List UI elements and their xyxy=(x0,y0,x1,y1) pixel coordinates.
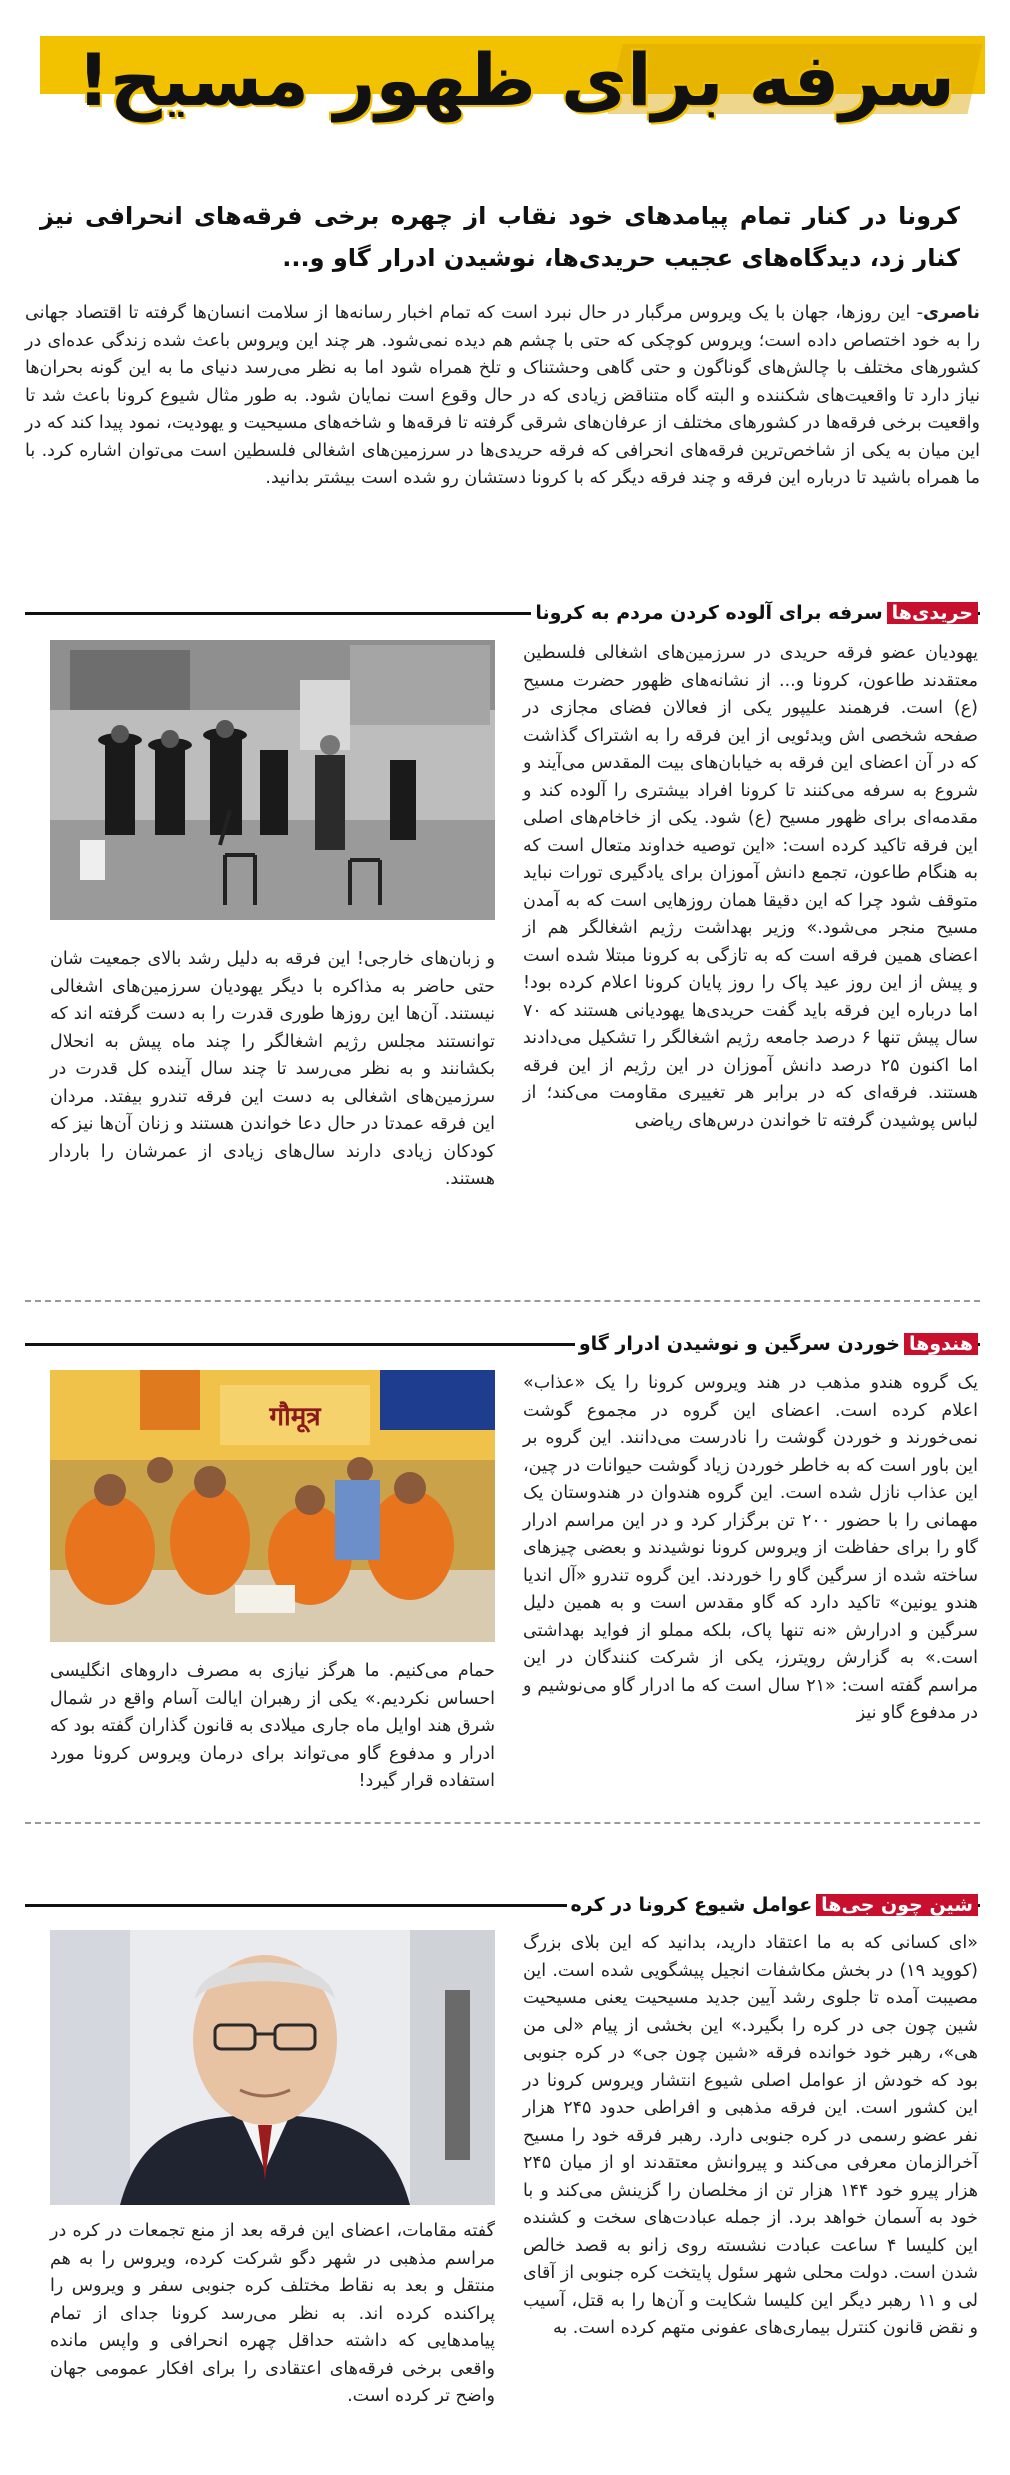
banner-sign: गौमूत्र xyxy=(269,1402,321,1432)
section-1-left-column: و زبان‌های خارجی! این فرقه به دلیل رشد بالای جمعیت شان حتی حاضر به مذاکره با دیگر یهودیان سرزمین‌های اشغالی نیستند. آن‌ها این روزها طوری قدرت را به دست گرفته اند که توانستند مجلس رژیم اشغالگر را چند ماه پیش به انحلال بکشانند و به نظر می‌رسد تا چند سال آینده کل قدرت در سرزمین‌های اشغالی به دست این فرقه تندرو بیفتد. مردان این فرقه عمدتا در حال دعا خواندن هستند و زنان آن‌ها نیز که کودکان زیادی دارند سال‌های زیادی از عمرشان را باردار هستند. xyxy=(50,949,495,1189)
section-divider-2 xyxy=(25,1822,980,1824)
intro-paragraph xyxy=(25,300,980,493)
section-2-heading xyxy=(575,1329,978,1359)
section-3-title: عوامل شیوع کرونا در کره xyxy=(567,1894,817,1916)
photo-hindu-ceremony xyxy=(50,1370,495,1642)
section-1-title: سرفه برای آلوده کردن مردم به کرونا xyxy=(531,602,886,624)
lead-paragraph: کرونا در کنار تمام پیامدهای خود نقاب از چهره برخی فرقه‌های انحرافی نیز کنار زد، دیدگاه‌های عجیب حریدی‌ها، نوشیدن ادرار گاو و... xyxy=(40,202,960,272)
section-3-left-column: گفته مقامات، اعضای این فرقه بعد از منع تجمعات در کره در مراسم مذهبی در شهر دگو شرکت کرده، ویروس را به هم منتقل و بعد به نقاط مختلف کره جنوبی سفر و ویروس را پراکنده کرده اند. به نظر می‌رسد کرونا جدای از تمام پیامدهایی که داشته حداقل چهره انحرافی و واپس مانده واقعی برخی فرقه‌های اعتقادی را برای افکار عمومی جهان واضح تر کرده است. xyxy=(50,2221,495,2406)
section-1-tag: حریدی‌ها xyxy=(887,602,978,624)
section-2-title: خوردن سرگین و نوشیدن ادرار گاو xyxy=(575,1333,904,1355)
section-2-left-column: حمام می‌کنیم. ما هرگز نیازی به مصرف داروهای انگلیسی احساس نکردیم.» یکی از رهبران ایالت آسام واقع در شمال شرق هند اوایل ماه جاری میلادی به قانون گذاران گفته بود که ادرار و مدفوع گاو می‌تواند برای درمان ویروس کرونا مورد استفاده قرار گیرد! xyxy=(50,1661,495,1791)
section-2-right-column: یک گروه هندو مذهب در هند ویروس کرونا را یک «عذاب» اعلام کرده است. اعضای این گروه در مجموع گوشت نمی‌خورند و خوردن گوشت را نادرست می‌دانند. این گروه بر این باور است که به خاطر خوردن زیاد گوشت حیوانات در چین، این عذاب نازل شده است. این گروه هندوان در هندوستان یک مهمانی را با حضور ۲۰۰ تن برگزار کرد و در این مراسم ادرار گاو را برای حفاظت از ویروس کرونا نوشیدند و بعضی چیزهای ساخته شده از سرگین گاو را خوردند. این گروه تندرو «آل اندیا هندو یونین» تاکید دارد که گاو مقدس است و به همین دلیل سرگین و ادرارش «نه تنها پاک، بلکه مملو از فواید بهداشتی است.» به گزارش رویترز، یکی از شرکت کنندگان در این مراسم گفته است: «۲۱ سال است که ما ادرار گاو می‌نوشیم و در مدفوع گاو نیز xyxy=(523,1373,978,1723)
section-3-heading xyxy=(567,1890,978,1920)
section-2-tag: هندوها xyxy=(904,1333,978,1355)
section-1-right-column: یهودیان عضو فرقه حریدی در سرزمین‌های اشغالی فلسطین معتقدند طاعون، کرونا و... از نشانه‌های ظهور حضرت مسیح (ع) است. فرهمند علیپور یکی از فعالان فضای مجازی در صفحه شخصی اش ویدئویی از این فرقه را به اشتراک گذاشت که در آن اعضای این فرقه به خیابان‌های بیت المقدس می‌آیند و شروع به سرفه می‌کنند تا کرونا افراد بیشتری را آلوده کند و مقدمه‌ای برای ظهور مسیح (ع) شود. یکی از خاخام‌های اصلی این فرقه تاکید کرده است: «این توصیه خداوند متعال است که به هنگام طاعون، تجمع دانش آموزان برای یادگیری تورات نباید متوقف شود چرا که این دقیقا همان روزهایی است که به آمدن مسیح منجر می‌شود.» وزیر بهداشت رژیم اشغالگر هم از اعضای همین فرقه است که به تازگی به کرونا مبتلا شده است و پیش از این روز عید پاک را روز پایان کرونا اعلام کرده بود! اما درباره این فرقه باید گفت حریدی‌ها یهودیانی هستند که ۷۰ سال پیش تنها ۶ درصد جامعه رژیم اشغالگر را تشکیل می‌دادند اما اکنون ۲۵ درصد دانش آموزان در این رژیم از این فرقه هستند. فرقه‌ای که در برابر هر تغییری مقاومت می‌کند؛ از لباس پوشیدن گرفته تا خواندن درس‌های ریاضی xyxy=(523,643,978,1131)
intro-text: - این روزها، جهان با یک ویروس مرگبار در حال نبرد است که تمام اخبار رسانه‌ها از سلامت انسان‌ها گرفته تا اقتصاد جهانی را به خود اختصاص داده است؛ ویروس کوچکی که حتی با چشم هم دیده نمی‌شود. هر چند این ویروس باعث شده زندگی عده‌ای در کشورهای مختلف با چالش‌های گوناگون و حتی گاهی وحشتناک و تلخ همراه شود اما به نظر می‌رسد دنیای ما به این گونه بحران‌ها نیاز دارد تا واقعیت‌های شکننده و البته گاه متناقض زیادی که در حال وقوع است نمایان شود. به طور مثال شیوع کرونا باعث شد تا واقعیت برخی فرقه‌ها در کشورهای مختلف از عرفان‌های شرقی گرفته تا فرقه‌ها و شاخه‌های مسیحیت و یهودیت، نمود پیدا کند که در این میان به یکی از شاخص‌ترین فرقه‌های انحرافی که فرقه حریدی‌ها در سرزمین‌های اشغالی فلسطین است می‌توان اشاره کرد. با ما همراه باشید تا درباره این فرقه و چند فرقه دیگر که با کرونا دستشان رو شده است بیشتر بدانید. xyxy=(25,303,980,488)
dateline: ناصری xyxy=(923,303,980,323)
page-title: سرفه برای ظهور مسیح! xyxy=(77,38,955,122)
headline-banner xyxy=(30,30,985,145)
section-3-tag: شین چون جی‌ها xyxy=(816,1894,978,1916)
photo-lee-man-hee xyxy=(50,1930,495,2205)
section-3-right-column: «ای کسانی که به ما اعتقاد دارید، بدانید که این بلای بزرگ (کووید ۱۹) در بخش مکاشفات انجیل پیشگویی شده است. این مصیبت آمده تا جلوی رشد آیین جدید مسیحیت یعنی مسیحیت شین چون جی در کره را بگیرد.» این بخشی از پیام «لی من هی»، رهبر خود خوانده فرقه «شین چون جی» در کره جنوبی بود که خودش از عوامل اصلی شیوع انتشار ویروس کرونا در این کشور است. این فرقه مذهبی و افراطی حدود ۲۴۵ هزار نفر عضو رسمی در کره جنوبی دارد. رهبر فرقه خود را مسیح آخرالزمان معرفی می‌کند و پیروانش معتقدند او از میان ۲۴۵ هزار پیرو خود ۱۴۴ هزار تن از مخلصان را گزینش می‌کند و با خود به آسمان خواهد برد. از جمله عبادت‌های سخت و کشنده این کلیسا ۴ ساعت عبادت نشسته روی زانو به قصد خالص شدن است. دولت محلی شهر سئول پایتخت کره جنوبی از آقای لی و ۱۱ رهبر دیگر این کلیسا شکایت و آن‌ها را به قتل، آسیب و نقض قانون کنترل بیماری‌های عفونی متهم کرده است. به xyxy=(523,1933,979,2338)
photo-haredi-street xyxy=(50,640,495,920)
section-divider-1 xyxy=(25,1300,980,1302)
section-1-heading xyxy=(531,598,978,628)
